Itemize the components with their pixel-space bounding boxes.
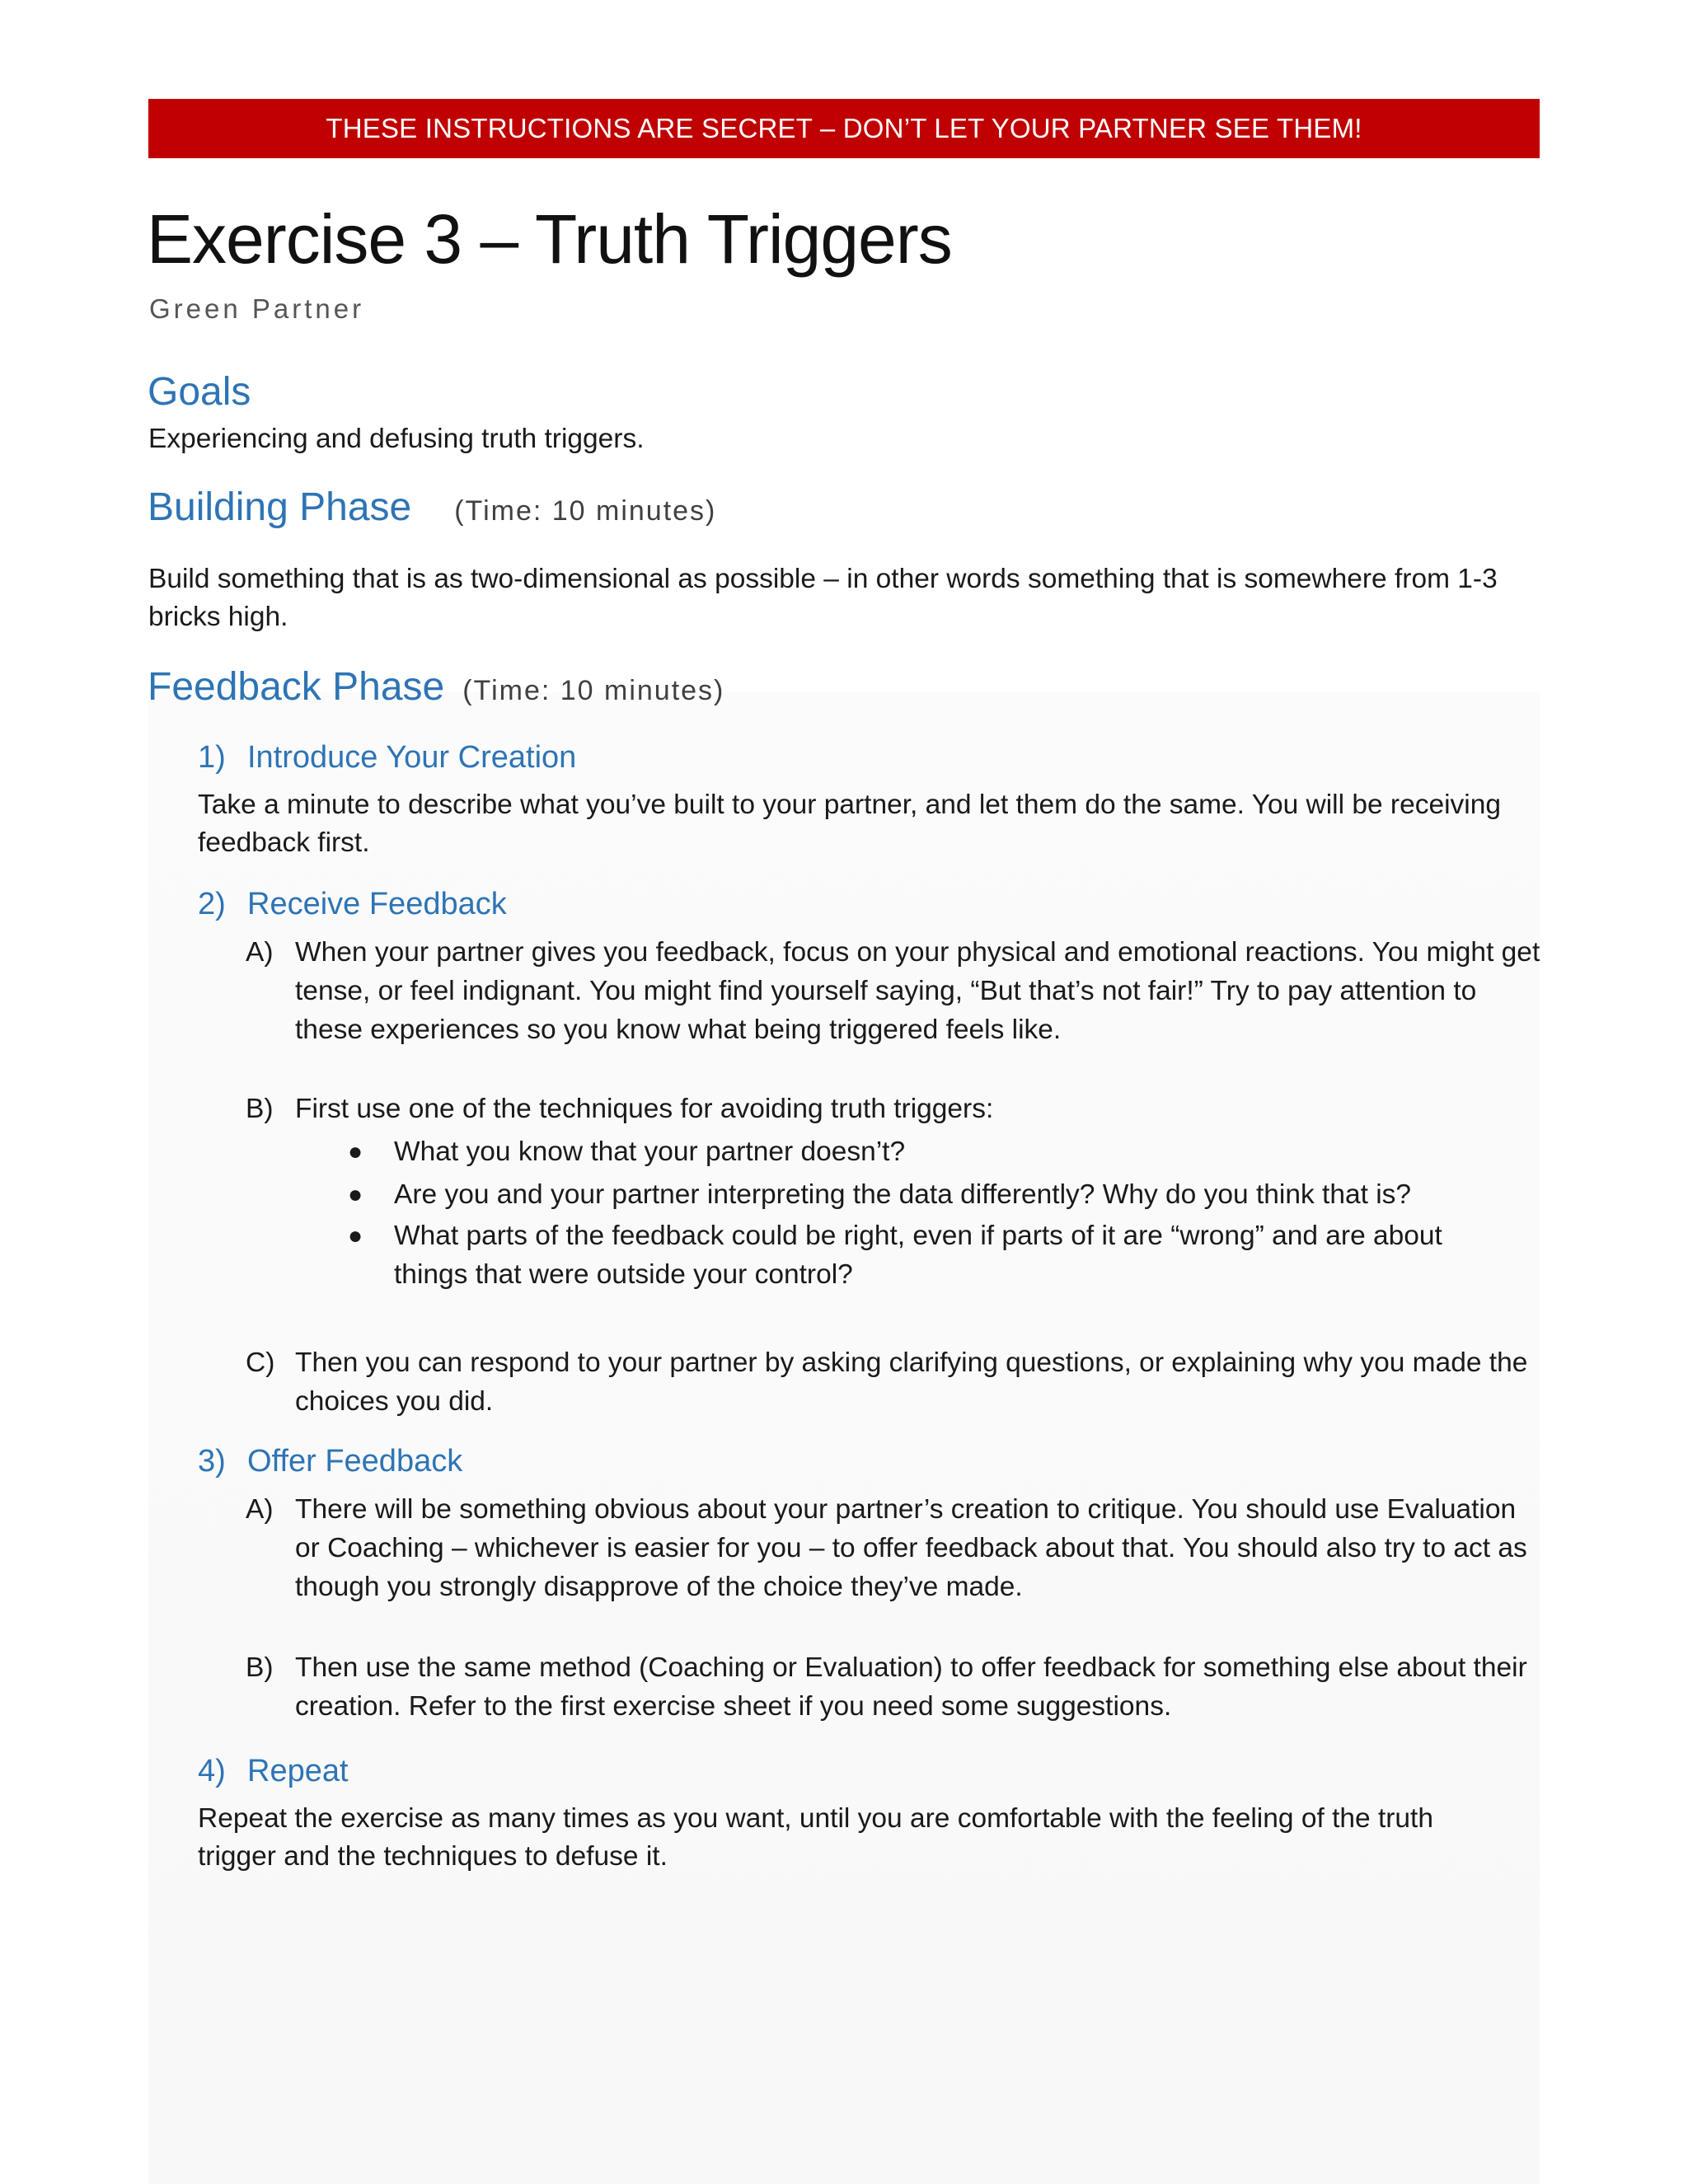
section-2-title: Receive Feedback: [247, 887, 507, 921]
item-text: First use one of the techniques for avoiding truth triggers:: [295, 1094, 994, 1124]
goals-heading: Goals: [148, 370, 251, 414]
section-3-number: 3): [198, 1444, 226, 1479]
section-1-text: Take a minute to describe what you’ve built to your partner, and let them do the same. You will be receiving feedback first.: [198, 790, 1501, 858]
building-time: (Time: 10 minutes): [454, 495, 717, 527]
section-2-heading: [198, 887, 507, 922]
item-label: B): [246, 1652, 274, 1683]
section-1-number: 1): [198, 740, 226, 775]
section-4-number: 4): [198, 1754, 226, 1788]
section-2-number: 2): [198, 887, 226, 921]
goals-text: Experiencing and defusing truth triggers.: [148, 424, 645, 454]
feedback-heading: [148, 664, 724, 710]
bullet-text: What parts of the feedback could be right, even if parts of it are “wrong” and are about things that were outside your control?: [394, 1221, 1442, 1290]
section-1-heading: [198, 740, 576, 776]
item-text: Then you can respond to your partner by asking clarifying questions, or explaining why you made the choices you did.: [295, 1347, 1528, 1417]
bullet-icon: ●: [348, 1138, 363, 1165]
bullet-icon: ●: [348, 1222, 363, 1249]
item-label: A): [246, 1494, 274, 1525]
item-label: C): [246, 1347, 275, 1378]
feedback-time: (Time: 10 minutes): [462, 675, 725, 706]
section-4-heading: [198, 1754, 349, 1789]
section-3-heading: [198, 1444, 462, 1479]
item-label: A): [246, 937, 274, 968]
building-text: Build something that is as two-dimensional as possible – in other words something that is somewhere from 1-3 bricks high.: [148, 564, 1498, 632]
page-subtitle: Green Partner: [149, 293, 365, 324]
section-4-text: Repeat the exercise as many times as you want, until you are comfortable with the feeling of the truth trigger and the techniques to defuse it.: [198, 1803, 1433, 1872]
bullet-text: What you know that your partner doesn’t?: [394, 1137, 906, 1167]
item-label: B): [246, 1094, 274, 1124]
item-text: There will be something obvious about your partner’s creation to critique. You should use Evaluation or Coaching – whichever is easier for you – to offer feedback about that. You should also try to act as though you strongly disapprove of the choice they’ve made.: [295, 1494, 1527, 1602]
building-heading-label: Building Phase: [148, 485, 412, 529]
item-text: When your partner gives you feedback, focus on your physical and emotional reactions. You might get tense, or feel indignant. You might find yourself saying, “But that’s not fair!” Try to pay attention to these experiences so you know what being triggered feels like.: [295, 937, 1540, 1045]
page-title: Exercise 3 – Truth Triggers: [147, 200, 952, 278]
building-heading: [148, 485, 716, 530]
feedback-heading-label: Feedback Phase: [148, 665, 445, 709]
bullet-text: Are you and your partner interpreting the data differently? Why do you think that is?: [394, 1179, 1412, 1210]
bullet-icon: ●: [348, 1181, 363, 1208]
secret-banner: THESE INSTRUCTIONS ARE SECRET – DON’T LET YOUR PARTNER SEE THEM!: [148, 99, 1540, 158]
section-4-title: Repeat: [247, 1754, 349, 1788]
section-3-title: Offer Feedback: [247, 1444, 463, 1479]
item-text: Then use the same method (Coaching or Evaluation) to offer feedback for something else about their creation. Refer to the first exercise sheet if you need some suggestions.: [295, 1652, 1527, 1722]
section-1-title: Introduce Your Creation: [247, 740, 577, 775]
